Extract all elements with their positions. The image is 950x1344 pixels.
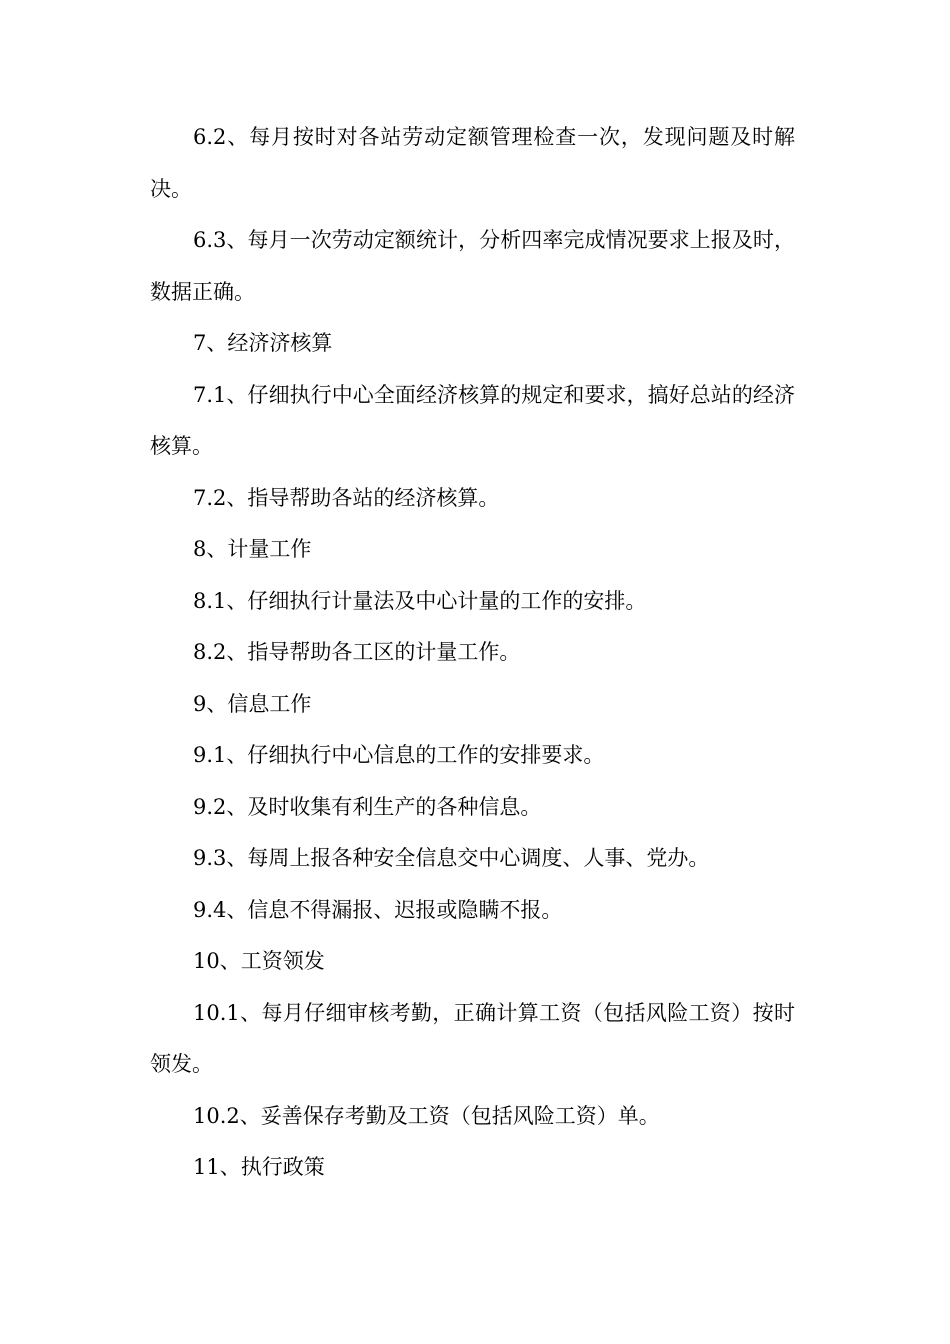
paragraph-8-1: 8.1、仔细执行计量法及中心计量的工作的安排。 [193, 588, 647, 613]
paragraph-8-2: 8.2、指导帮助各工区的计量工作。 [193, 640, 521, 664]
paragraph-6-2: 6.2、每月按时对各站劳动定额管理检查一次，发现问题及时解决。 [150, 125, 795, 201]
paragraph-7-2: 7.2、指导帮助各站的经济核算。 [193, 485, 500, 510]
paragraph-10-1: 10.1、每月仔细审核考勤，正确计算工资（包括风险工资）按时领发。 [150, 1000, 795, 1076]
heading-9: 9、信息工作 [193, 691, 312, 716]
heading-11: 11、执行政策 [193, 1155, 325, 1179]
heading-8: 8、计量工作 [193, 537, 312, 561]
paragraph-7-1: 7.1、仔细执行中心全面经济核算的规定和要求，搞好总站的经济核算。 [150, 382, 795, 458]
paragraph-9-3: 9.3、每周上报各种安全信息交中心调度、人事、党办。 [193, 846, 710, 870]
paragraph-9-1: 9.1、仔细执行中心信息的工作的安排要求。 [193, 743, 605, 767]
paragraph-9-2: 9.2、及时收集有利生产的各种信息。 [193, 794, 542, 819]
heading-7: 7、经济济核算 [193, 331, 333, 355]
document-body [150, 112, 795, 1194]
paragraph-10-2: 10.2、妥善保存考勤及工资（包括风险工资）单。 [193, 1103, 660, 1128]
heading-10: 10、工资领发 [193, 949, 325, 973]
paragraph-9-4: 9.4、信息不得漏报、迟报或隐瞒不报。 [193, 897, 563, 922]
paragraph-6-3: 6.3、每月一次劳动定额统计，分析四率完成情况要求上报及时，数据正确。 [150, 228, 795, 304]
